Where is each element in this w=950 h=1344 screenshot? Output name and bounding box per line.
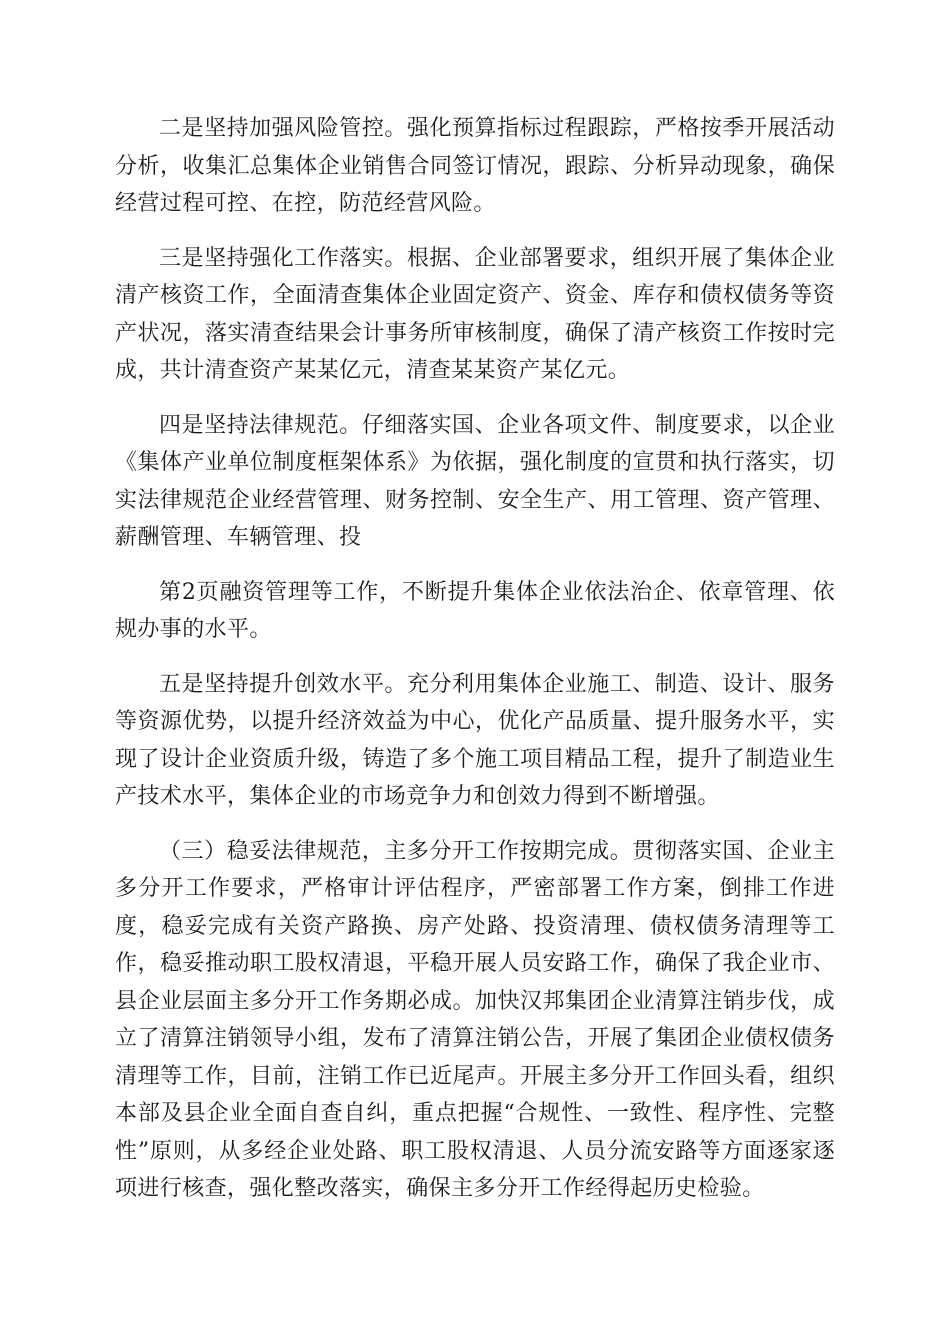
paragraph-legal-norms: 四是坚持法律规范。仔细落实国、企业各项文件、制度要求，以企业《集体产业单位制度框架体系》为依据，强化制度的宣贯和执行落实，切实法律规范企业经营管理、财务控制、安全生产、用工管理、资产管理、薪酬管理、车辆管理、投 xyxy=(115,412,835,550)
paragraph-efficiency: 五是坚持提升创效水平。充分利用集体企业施工、制造、设计、服务等资源优势，以提升经济效益为中心，优化产品质量、提升服务水平，实现了设计企业资质升级，铸造了多个施工项目精品工程，提升了制造业生产技术水平，集体企业的市场竞争力和创效力得到不断增强。 xyxy=(115,671,835,809)
document-body xyxy=(115,110,835,1225)
paragraph-risk-control: 二是坚持加强风险管控。强化预算指标过程跟踪，严格按季开展活动分析，收集汇总集体企业销售合同签订情况，跟踪、分析异动现象，确保经营过程可控、在控，防范经营风险。 xyxy=(115,116,835,216)
paragraph-page-continuation: 第2页融资管理等工作，不断提升集体企业依法治企、依章管理、依规办事的水平。 xyxy=(115,579,835,642)
paragraph-main-business-separation: （三）稳妥法律规范，主多分开工作按期完成。贯彻落实国、企业主多分开工作要求，严格审计评估程序，严密部署工作方案，倒排工作进度，稳妥完成有关资产路换、房产处路、投资清理、债权债务清理等工作，稳妥推动职工股权清退，平稳开展人员安路工作，确保了我企业市、县企业层面主多分开工作务期必成。加快汉邦集团企业清算注销步伐，成立了清算注销领导小组，发布了清算注销公告，开展了集团企业债权债务清理等工作，目前，注销工作已近尾声。开展主多分开工作回头看，组织本部及县企业全面自查自纠，重点把握“合规性、一致性、程序性、完整性”原则，从多经企业处路、职工股权清退、人员分流安路等方面逐家逐项进行核查，强化整改落实，确保主多分开工作经得起历史检验。 xyxy=(115,838,835,1201)
paragraph-work-implementation: 三是坚持强化工作落实。根据、企业部署要求，组织开展了集体企业清产核资工作，全面清查集体企业固定资产、资金、库存和债权债务等资产状况，落实清查结果会计事务所审核制度，确保了清产核资工作按时完成，共计清查资产某某亿元，清查某某资产某亿元。 xyxy=(115,245,835,383)
